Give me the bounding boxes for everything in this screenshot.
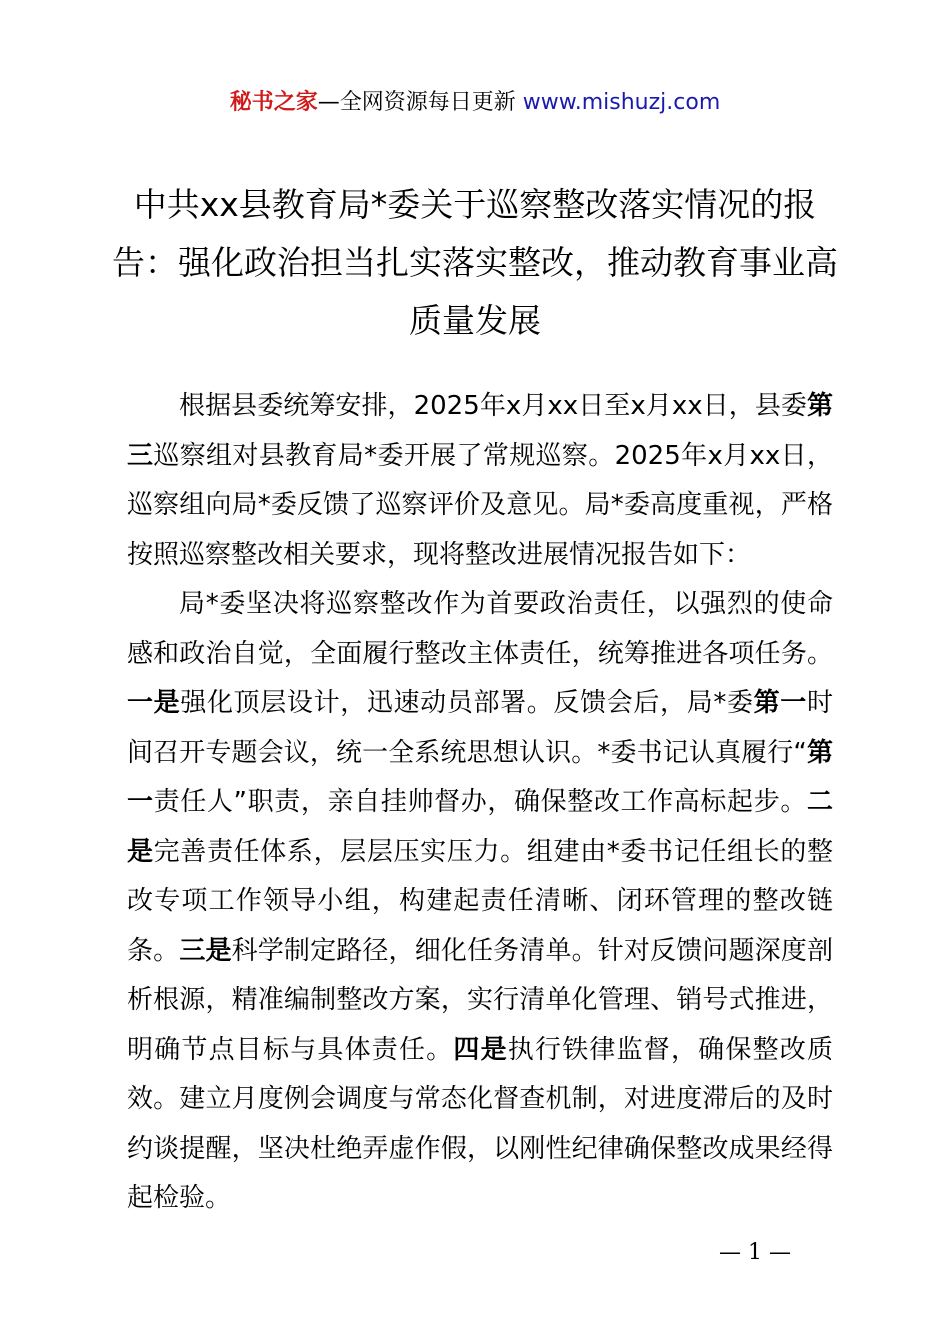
text-run: 责任人”职责，亲自挂帅督办，确保整改工作高标起步。	[153, 787, 807, 817]
bold-run: 三是	[179, 935, 232, 966]
page-number: — 1 —	[719, 1240, 791, 1265]
text-run: 科学制定路径，细化任务清单。针对反馈问题深度剖析根源，精准编制整改方案，实行清单化管理、销号式推进，明确节点目标与具体责任。	[127, 935, 833, 1065]
text-run: 根据县委统筹安排，2025年x月xx日至x月xx日，县委	[179, 391, 807, 421]
bold-run: 一是	[127, 688, 181, 718]
document-title: 中共xx县教育局*委关于巡察整改落实情况的报告：强化政治担当扎实落实整改，推动教育事业高质量发展	[112, 185, 838, 340]
text-run: 局*委坚决将巡察整改作为首要政治责任，以强烈的使命感和政治自觉，全面履行整改主体责任，统筹推进各项任务。	[127, 589, 833, 669]
text-run: 完善责任体系，层层压实压力。组建由*委书记任组长的整改专项工作领导小组，构建起责任清晰、闭环管理的整改链条。	[127, 836, 833, 966]
text-run: 时间召开专题会议，统一全系统思想认识。*委书记认真履行“	[127, 688, 833, 768]
paragraph-rectification	[127, 580, 833, 1224]
site-brand: 秘书之家	[229, 90, 318, 115]
site-header	[0, 88, 950, 118]
site-slogan: —全网资源每日更新	[317, 90, 523, 115]
site-url[interactable]: www.mishuzj.com	[522, 90, 721, 115]
bold-run: 第三	[127, 391, 833, 471]
bold-run: 第一	[753, 688, 807, 718]
bold-run: 二是	[127, 787, 833, 867]
bold-run: 四是	[453, 1034, 508, 1065]
paragraph-intro	[127, 382, 833, 580]
text-run: 强化顶层设计，迅速动员部署。反馈会后，局*委	[180, 688, 754, 718]
document-body	[127, 382, 833, 1224]
bold-run: 第一	[127, 737, 833, 817]
text-run: 巡察组对县教育局*委开展了常规巡察。2025年x月xx日，巡察组向局*委反馈了巡察评价及意见。局*委高度重视，严格按照巡察整改相关要求，现将整改进展情况报告如下：	[127, 440, 833, 570]
text-run: 执行铁律监督，确保整改质效。建立月度例会调度与常态化督查机制，对进度滞后的及时约谈提醒，坚决杜绝弄虚作假，以刚性纪律确保整改成果经得起检验。	[127, 1034, 833, 1213]
